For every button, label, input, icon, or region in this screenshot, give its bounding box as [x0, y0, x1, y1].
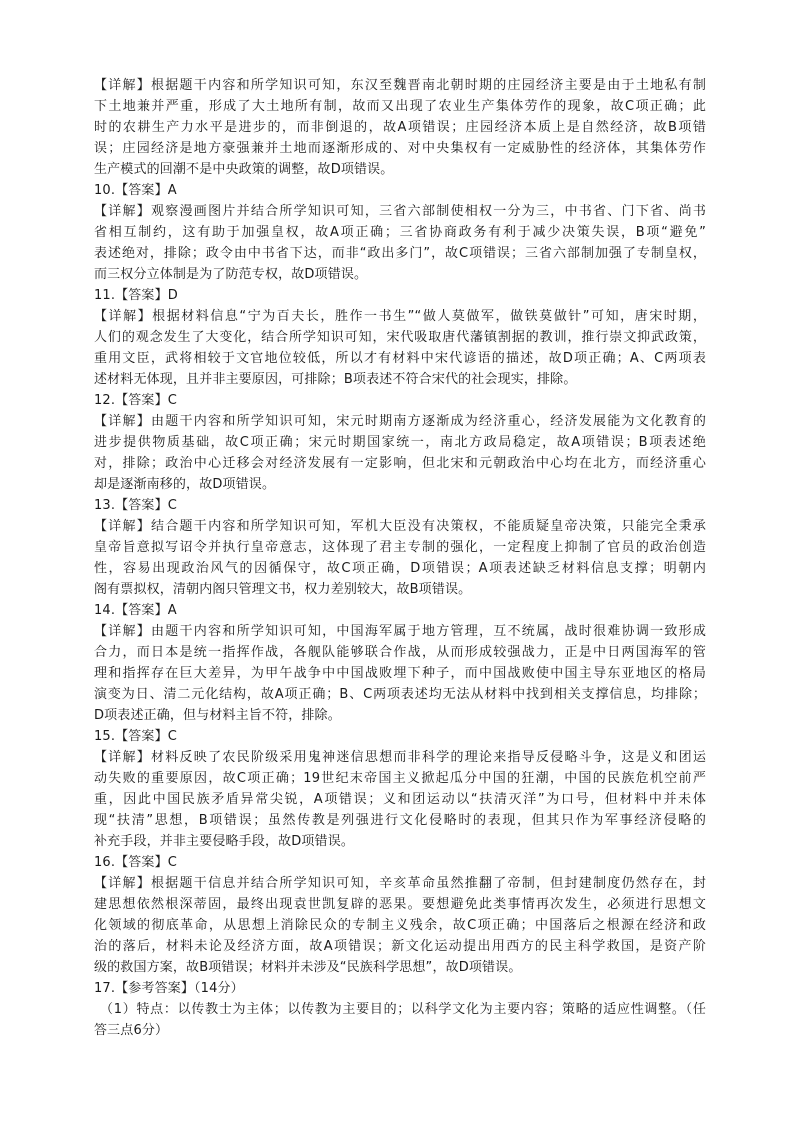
text-line: 重，因此中国民族矛盾异常尖锐，A项错误；义和团运动以“扶清灭洋”为口号，但材料中并未体 [94, 792, 706, 807]
text-line: 建思想依然根深蒂固，最终出现袁世凯复辟的恶果。要想避免此类事情再次发生，必须进行思想文 [94, 897, 706, 912]
answer-heading: 13.【答案】C [94, 498, 177, 513]
text-line: 【详解】结合题干内容和所学知识可知，军机大臣没有决策权，不能质疑皇帝决策，只能完全秉承 [94, 519, 706, 534]
text-line: D项表述正确，但与材料主旨不符，排除。 [94, 708, 341, 723]
answer-heading: 17.【参考答案】（14分） [94, 981, 244, 996]
text-line: 演变为日、清二元化结构，故A项正确；B、C两项表述均无法从材料中找到相关支撑信息，均排除； [94, 687, 706, 702]
text-line: 述材料无体现，且并非主要原因，可排除；B项表述不符合宋代的社会现实，排除。 [94, 372, 577, 387]
text-line: 【详解】由题干内容和所学知识可知，中国海军属于地方管理，互不统属，战时很难协调一致形成 [94, 624, 706, 639]
text-line: 动失败的重要原因，故C项正确；19世纪末帝国主义掀起瓜分中国的狂潮，中国的民族危机空前严 [94, 771, 706, 786]
text-line: 时的农耕生产力水平是进步的，而非倒退的，故A项错误；庄园经济本质上是自然经济，故B项错 [94, 120, 706, 135]
text-line: 性，容易出现政治风气的因循保守，故C项正确，D项错误；A项表述缺乏材料信息支撑；明朝内 [94, 561, 706, 576]
answer-heading: 16.【答案】C [94, 855, 177, 870]
text-line: 【详解】根据材料信息“宁为百夫长，胜作一书生”“做人莫做军，做铁莫做针”可知，唐宋时期， [94, 309, 706, 324]
text-line: 合力，而日本是统一指挥作战，各舰队能够联合作战，从而形成较强战力，正是中日两国海军的管 [94, 645, 706, 660]
text-line: 省相互制约，这有助于加强皇权，故A项正确；三省协商政务有利于减少决策失误，B项“避免” [94, 225, 706, 240]
text-body [94, 75, 706, 1041]
text-line: 而三权分立体制是为了防范专权，故D项错误。 [94, 267, 368, 282]
text-line: 治的落后，材料未论及经济方面，故A项错误；新文化运动提出用西方的民主科学救国，是资产阶 [94, 939, 706, 954]
answer-heading: 11.【答案】D [94, 288, 178, 303]
answer-heading: 12.【答案】C [94, 393, 177, 408]
text-line: 补充手段，并非主要侵略手段，故D项错误。 [94, 834, 355, 849]
text-line: 阁有票拟权，清朝内阁只管理文书，权力差别较大，故B项错误。 [94, 582, 472, 597]
text-line: 却是逐渐南移的，故D项错误。 [94, 477, 276, 492]
text-line: （1）特点：以传教士为主体；以传教为主要目的；以科学文化为主要内容；策略的适应性调整。（任 [100, 1002, 706, 1017]
text-line: 误；庄园经济是地方豪强兼并土地而逐渐形成的、对中央集权有一定威胁性的经济体，其集体劳作 [94, 141, 706, 156]
text-line: 级的救国方案，故B项错误；材料并未涉及“民族科学思想”，故D项错误。 [94, 960, 522, 975]
text-line: 【详解】由题干内容和所学知识可知，宋元时期南方逐渐成为经济重心，经济发展能为文化教育的 [94, 414, 706, 429]
text-line: 现“扶清”思想，B项错误；虽然传教是列强进行文化侵略时的表现，但其只作为军事经济侵略的 [94, 813, 706, 828]
answer-explanation-page [94, 75, 706, 1041]
text-line: 生产模式的回潮不是中央政策的调整，故D项错误。 [94, 162, 394, 177]
text-line: 【详解】根据题干信息并结合所学知识可知，辛亥革命虽然推翻了帝制，但封建制度仍然存在，封 [94, 876, 706, 891]
text-line: 皇帝旨意拟写诏令并执行皇帝意志，这体现了君主专制的强化，一定程度上抑制了官员的政治创造 [94, 540, 706, 555]
text-line: 下土地兼并严重，形成了大土地所有制，故而又出现了农业生产集体劳作的现象，故C项正确；此 [94, 99, 706, 114]
text-line: 化领域的彻底革命，从思想上消除民众的专制主义残余，故C项正确；中国落后之根源在经济和政 [94, 918, 706, 933]
answer-heading: 14.【答案】A [94, 603, 177, 618]
text-line: 理和指挥存在巨大差异，为甲午战争中中国战败埋下种子，而中国战败使中国主导东亚地区的格局 [94, 666, 706, 681]
text-line: 【详解】观察漫画图片并结合所学知识可知，三省六部制使相权一分为三，中书省、门下省、尚书 [94, 204, 706, 219]
text-line: 答三点6分） [94, 1023, 169, 1038]
text-line: 进步提供物质基础，故C项正确；宋元时期国家统一，南北方政局稳定，故A项错误；B项表述绝 [94, 435, 706, 450]
text-line: 对，排除；政治中心迁移会对经济发展有一定影响，但北宋和元朝政治中心均在北方，而经济重心 [94, 456, 706, 471]
text-line: 人们的观念发生了大变化，结合所学知识可知，宋代吸取唐代藩镇割据的教训，推行崇文抑武政策， [94, 330, 706, 345]
text-line: 【详解】根据题干内容和所学知识可知，东汉至魏晋南北朝时期的庄园经济主要是由于土地私有制 [94, 78, 706, 93]
text-line: 重用文臣，武将相较于文官地位较低，所以才有材料中宋代谚语的描述，故D项正确；A、C两项表 [94, 351, 706, 366]
answer-heading: 10.【答案】A [94, 183, 177, 198]
text-line: 表述绝对，排除；政令由中书省下达，而非“政出多门”，故C项错误；三省六部制加强了专制皇权， [94, 246, 706, 261]
answer-heading: 15.【答案】C [94, 729, 177, 744]
text-line: 【详解】材料反映了农民阶级采用鬼神迷信思想而非科学的理论来指导反侵略斗争，这是义和团运 [94, 750, 706, 765]
